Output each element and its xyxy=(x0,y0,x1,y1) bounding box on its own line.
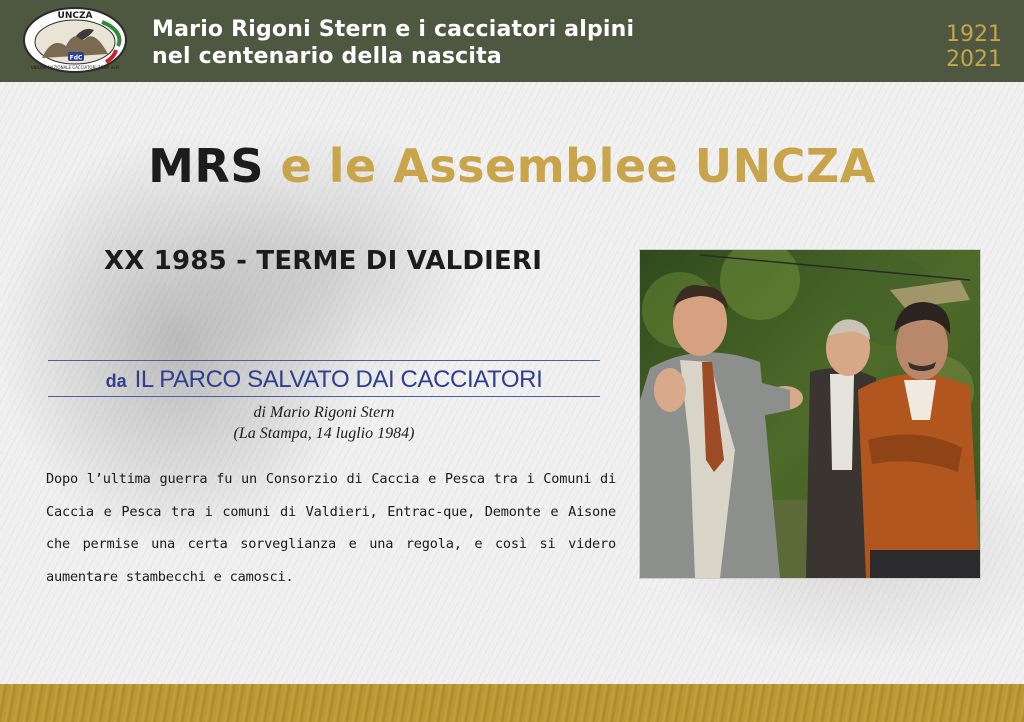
section-subtitle: XX 1985 - TERME DI VALDIERI xyxy=(104,246,543,276)
page-title-assemblee: e le Assemblee UNCZA xyxy=(280,139,876,193)
page-title-mrs: MRS xyxy=(148,139,264,193)
logo-ring-text: UNIONE NAZIONALE CACCIATORI ZONA ALPI xyxy=(30,65,120,70)
photo-illustration xyxy=(640,250,980,578)
header-title-line-2: nel centenario della nascita xyxy=(152,44,502,69)
article-body: Dopo l’ultima guerra fu un Consorzio di Caccia e Pesca tra i Comuni di Caccia e Pesca tra i comuni di Valdieri, Entrac-que, Demonte e Aisone che permise una certa sorveglianza e una regola, e così si videro aumentare stambecchi e camosci. xyxy=(46,471,616,585)
historical-photo xyxy=(639,249,981,579)
article-rule-top xyxy=(48,360,600,361)
article-rule-bottom xyxy=(48,396,600,397)
article-heading xyxy=(48,366,600,394)
uncza-logo xyxy=(22,6,128,74)
footer-band xyxy=(0,684,1024,722)
article-author: di Mario Rigoni Stern xyxy=(253,404,395,421)
logo-badge: FdC xyxy=(69,54,83,62)
centenary-years xyxy=(946,22,1002,72)
header-bar xyxy=(0,0,1024,82)
article-prefix: da xyxy=(105,371,127,391)
page-title xyxy=(0,138,1024,194)
article-byline xyxy=(48,402,600,444)
year-start: 1921 xyxy=(946,22,1002,47)
year-end: 2021 xyxy=(946,47,1002,72)
header-title xyxy=(152,16,634,70)
article-source: (La Stampa, 14 luglio 1984) xyxy=(233,425,415,442)
header-title-line-1: Mario Rigoni Stern e i cacciatori alpini xyxy=(152,17,635,42)
logo-acronym: UNCZA xyxy=(57,11,93,21)
article-title: IL PARCO SALVATO DAI CACCIATORI xyxy=(134,366,543,393)
